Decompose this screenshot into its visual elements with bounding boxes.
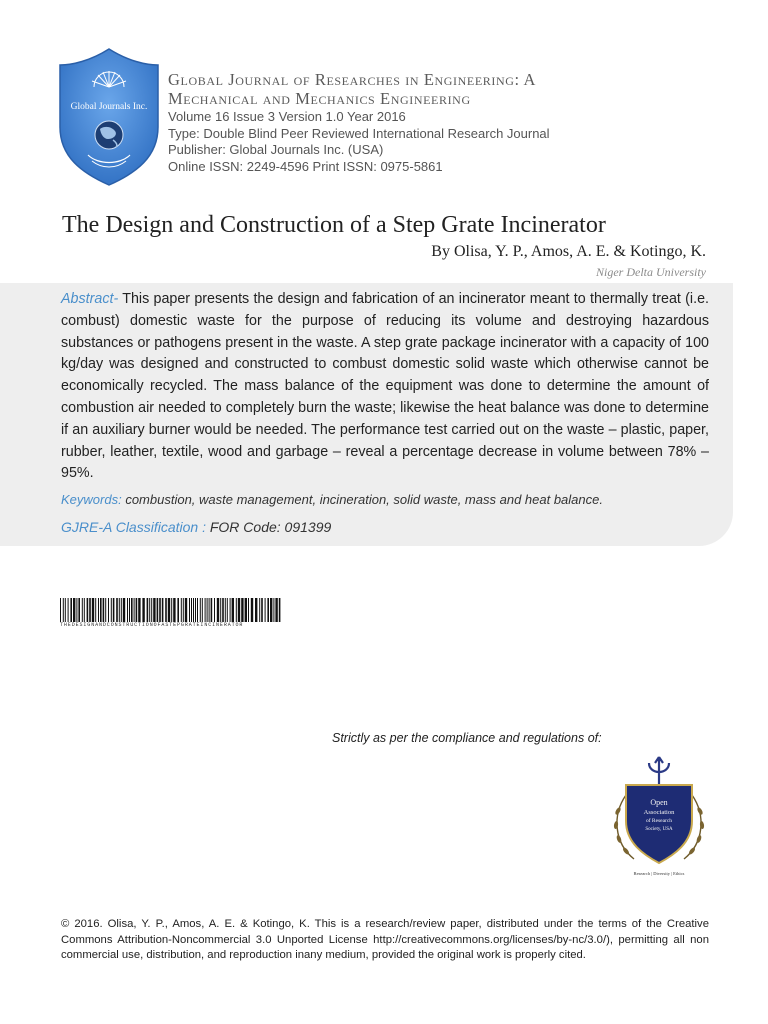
compliance-note: Strictly as per the compliance and regulations of:	[332, 731, 602, 745]
journal-meta	[168, 109, 550, 175]
classification	[61, 519, 331, 535]
keywords-label: Keywords:	[61, 492, 122, 507]
journal-title-line2: Mechanical and Mechanics Engineering	[168, 89, 471, 108]
license-footer: © 2016. Olisa, Y. P., Amos, A. E. & Kotingo, K. This is a research/review paper, distributed under the terms of the Creative Commons Attribution-Noncommercial 3.0 Unported License http://creativecommons.org/licenses/by-nc/3.0/), permitting all non commercial use, distribution, and reproduction inany medium, provided the original work is properly cited.	[61, 918, 709, 961]
paper-title: The Design and Construction of a Step Grate Incinerator	[62, 212, 606, 238]
classification-text: FOR Code: 091399	[205, 519, 332, 535]
abstract	[61, 289, 709, 485]
barcode-text: THEDESIGNANDCONSTRUCTIONOFASTEPGRATEINCINERATOR	[60, 622, 244, 628]
keywords-text: combustion, waste management, incineration, solid waste, mass and heat balance.	[121, 492, 603, 507]
author-affiliation: Niger Delta University	[596, 265, 706, 279]
logo-text: Global Journals Inc.	[70, 102, 148, 112]
global-journals-logo	[58, 47, 160, 187]
journal-type: Type: Double Blind Peer Reviewed International Research Journal	[168, 125, 550, 141]
abstract-label: Abstract-	[61, 291, 119, 307]
oars-line3: of Research	[645, 818, 673, 824]
oars-tagline: Research | Diversity | Ethics	[633, 871, 685, 876]
oars-line1: Open	[650, 798, 668, 807]
issn-info: Online ISSN: 2249-4596 Print ISSN: 0975-5861	[168, 158, 443, 174]
oars-line4: Society, USA	[645, 827, 673, 832]
volume-info: Volume 16 Issue 3 Version 1.0 Year 2016	[168, 109, 406, 124]
classification-label: GJRE-A Classification :	[61, 519, 206, 535]
journal-title-line1: Global Journal of Researches in Engineering: A	[168, 70, 537, 89]
journal-title	[168, 70, 536, 108]
paper-authors: By Olisa, Y. P., Amos, A. E. & Kotingo, K.	[431, 243, 706, 260]
oars-line2: Association	[643, 809, 675, 816]
barcode	[60, 598, 282, 622]
abstract-text: This paper presents the design and fabrication of an incinerator meant to thermally treat (i.e. combust) domestic waste for the purpose of reducing its volume and destroying hazardous substances or pathogens present in the waste. A step grate package incinerator with a capacity of 100 kg/day was designed and constructed to combust domestic solid waste which otherwise cannot be economically recycled. The mass balance of the equipment was done to determine the amount of combustion air needed to completely burn the waste; likewise the heat balance was done to determine if an auxiliary burner would be needed. The performance test carried out on the waste – plastic, paper, rubber, leather, textile, wood and garbage – reveal a percentage decrease in volume between 78% – 95%.	[61, 291, 709, 482]
keywords	[61, 492, 603, 507]
open-association-logo	[604, 755, 714, 880]
publisher-info: Publisher: Global Journals Inc. (USA)	[168, 142, 384, 157]
